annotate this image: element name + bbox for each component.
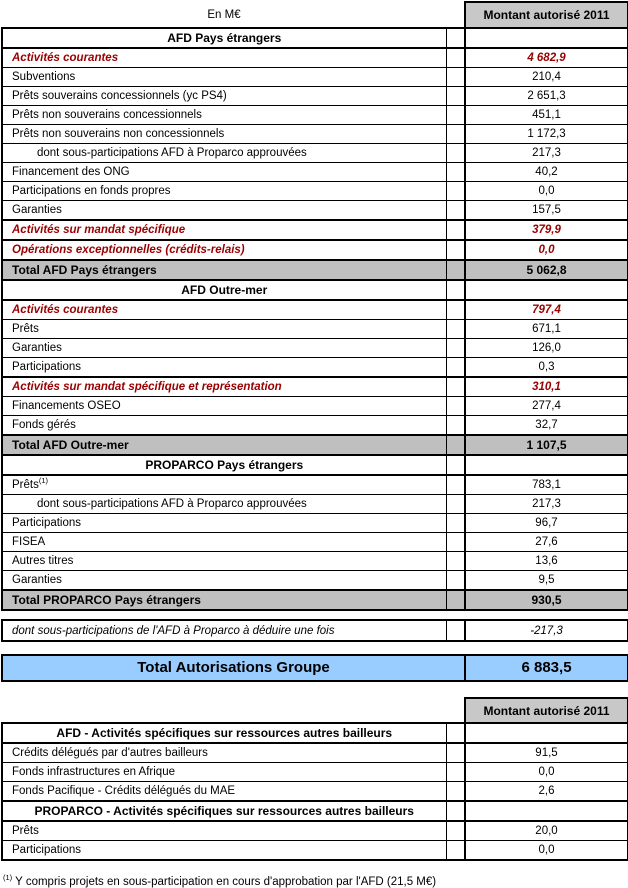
spacer-cell <box>446 48 465 68</box>
row-value: 671,1 <box>465 320 628 339</box>
spacer-cell <box>446 590 465 610</box>
row-value <box>465 723 628 743</box>
row-value: 0,0 <box>465 240 628 260</box>
column-header-row <box>2 2 628 28</box>
secondary-column-header-row <box>2 698 628 723</box>
row-value: 0,0 <box>465 841 628 861</box>
row-value: 217,3 <box>465 495 628 514</box>
row-label: Total AFD Pays étrangers <box>2 260 446 280</box>
line-item-row <box>2 163 628 182</box>
row-label: dont sous-participations AFD à Proparco approuvées <box>2 144 446 163</box>
row-value: 1 172,3 <box>465 125 628 144</box>
row-label: Prêts souverains concessionnels (yc PS4) <box>2 87 446 106</box>
deduction-label: dont sous-participations de l'AFD à Proparco à déduire une fois <box>2 620 446 641</box>
row-value: 1 107,5 <box>465 435 628 455</box>
row-value: 126,0 <box>465 339 628 358</box>
row-label: Fonds gérés <box>2 416 446 436</box>
spacer-cell <box>446 782 465 802</box>
spacer-cell <box>446 571 465 591</box>
spacer-cell <box>446 182 465 201</box>
section-title-row <box>2 723 628 743</box>
total-row <box>2 260 628 280</box>
row-label: Financement des ONG <box>2 163 446 182</box>
row-value: 0,3 <box>465 358 628 378</box>
row-label: Total AFD Outre-mer <box>2 435 446 455</box>
activity-category-row <box>2 300 628 320</box>
spacer-cell <box>446 723 465 743</box>
spacer-cell <box>446 220 465 240</box>
row-value <box>465 280 628 300</box>
spacer-cell <box>446 801 465 821</box>
group-total-table <box>1 654 628 682</box>
spacer-cell <box>446 106 465 125</box>
spacer-cell <box>446 841 465 861</box>
line-item-row <box>2 416 628 436</box>
spacer-cell <box>446 435 465 455</box>
line-item-row <box>2 763 628 782</box>
row-value: 0,0 <box>465 182 628 201</box>
spacer-cell <box>446 397 465 416</box>
row-label: Prêts non souverains concessionnels <box>2 106 446 125</box>
row-label: Garanties <box>2 571 446 591</box>
deduction-value: -217,3 <box>465 620 628 641</box>
row-label: Autres titres <box>2 552 446 571</box>
spacer-cell <box>446 821 465 841</box>
activity-category-row <box>2 377 628 397</box>
row-label: AFD Pays étrangers <box>2 28 446 48</box>
main-table-body <box>2 28 628 610</box>
line-item-row <box>2 339 628 358</box>
secondary-table-body <box>2 723 628 860</box>
row-label: dont sous-participations AFD à Proparco approuvées <box>2 495 446 514</box>
amount-column-header: Montant autorisé 2011 <box>465 698 628 723</box>
spacer-cell <box>446 339 465 358</box>
spacer-cell <box>446 475 465 495</box>
row-label: Activités sur mandat spécifique <box>2 220 446 240</box>
line-item-row <box>2 743 628 763</box>
line-item-row <box>2 201 628 221</box>
row-value <box>465 801 628 821</box>
line-item-row <box>2 571 628 591</box>
spacer-cell <box>446 201 465 221</box>
row-value: 91,5 <box>465 743 628 763</box>
section-title-row <box>2 280 628 300</box>
row-value: 27,6 <box>465 533 628 552</box>
spacer-cell <box>446 260 465 280</box>
row-value: 40,2 <box>465 163 628 182</box>
row-value: 2,6 <box>465 782 628 802</box>
spacer-cell <box>446 28 465 48</box>
section-title-row <box>2 455 628 475</box>
line-item-row <box>2 475 628 495</box>
footnote <box>1 873 627 888</box>
deduction-row <box>2 620 628 641</box>
row-value: 783,1 <box>465 475 628 495</box>
spacer-cell <box>446 358 465 378</box>
spacer-cell <box>446 455 465 475</box>
row-label: Total PROPARCO Pays étrangers <box>2 590 446 610</box>
row-label: PROPARCO - Activités spécifiques sur ressources autres bailleurs <box>2 801 446 821</box>
row-label: Fonds infrastructures en Afrique <box>2 763 446 782</box>
line-item-row <box>2 358 628 378</box>
row-label: Prêts$^{(1)}$ <box>2 475 446 495</box>
row-label: Financements OSEO <box>2 397 446 416</box>
row-label: Garanties <box>2 201 446 221</box>
row-label: Participations en fonds propres <box>2 182 446 201</box>
total-row <box>2 435 628 455</box>
secondary-table <box>1 697 628 861</box>
row-value: 217,3 <box>465 144 628 163</box>
line-item-row <box>2 514 628 533</box>
line-item-row <box>2 106 628 125</box>
row-label: AFD Outre-mer <box>2 280 446 300</box>
row-value: 797,4 <box>465 300 628 320</box>
total-row <box>2 590 628 610</box>
spacer-cell <box>446 240 465 260</box>
spacer-cell <box>446 144 465 163</box>
sub-item-row <box>2 495 628 514</box>
spacer-cell <box>446 698 465 723</box>
footnote-ref: (1) <box>38 476 49 486</box>
row-value: 4 682,9 <box>465 48 628 68</box>
line-item-row <box>2 182 628 201</box>
spacer-cell <box>446 320 465 339</box>
line-item-row <box>2 841 628 861</box>
row-label: Participations <box>2 841 446 861</box>
row-value: 310,1 <box>465 377 628 397</box>
row-label: Fonds Pacifique - Crédits délégués du MAE <box>2 782 446 802</box>
row-value: 0,0 <box>465 763 628 782</box>
row-value: 210,4 <box>465 68 628 87</box>
row-label: AFD - Activités spécifiques sur ressources autres bailleurs <box>2 723 446 743</box>
line-item-row <box>2 125 628 144</box>
spacer-cell <box>446 763 465 782</box>
row-value: 9,5 <box>465 571 628 591</box>
line-item-row <box>2 397 628 416</box>
row-value: 379,9 <box>465 220 628 240</box>
spacer-cell <box>446 495 465 514</box>
group-total-row <box>2 655 628 681</box>
row-label: Activités courantes <box>2 48 446 68</box>
spacer-cell <box>446 514 465 533</box>
spacer-cell <box>446 125 465 144</box>
group-total-value: 6 883,5 <box>465 655 628 681</box>
group-total-label: Total Autorisations Groupe <box>2 655 465 681</box>
row-value: 32,7 <box>465 416 628 436</box>
line-item-row <box>2 552 628 571</box>
spacer-cell <box>446 300 465 320</box>
row-label: Participations <box>2 514 446 533</box>
line-item-row <box>2 320 628 339</box>
spacer-cell <box>446 533 465 552</box>
row-label: Opérations exceptionnelles (crédits-relais) <box>2 240 446 260</box>
spacer-cell <box>446 280 465 300</box>
activity-category-row <box>2 240 628 260</box>
row-value: 930,5 <box>465 590 628 610</box>
spacer-cell <box>446 416 465 436</box>
line-item-row <box>2 821 628 841</box>
row-label: Activités sur mandat spécifique et représentation <box>2 377 446 397</box>
row-label: Crédits délégués par d'autres bailleurs <box>2 743 446 763</box>
line-item-row <box>2 68 628 87</box>
line-item-row <box>2 87 628 106</box>
row-value: 451,1 <box>465 106 628 125</box>
row-value: 2 651,3 <box>465 87 628 106</box>
row-value: 157,5 <box>465 201 628 221</box>
row-label: Garanties <box>2 339 446 358</box>
row-value: 13,6 <box>465 552 628 571</box>
deduction-table <box>1 619 628 642</box>
footnote-marker: (1) <box>3 873 13 883</box>
activity-category-row <box>2 48 628 68</box>
unit-label: En M€ <box>207 8 241 21</box>
spacer-cell <box>446 87 465 106</box>
row-label: Subventions <box>2 68 446 87</box>
row-value: 20,0 <box>465 821 628 841</box>
activity-category-row <box>2 220 628 240</box>
spacer-cell <box>446 743 465 763</box>
row-label: Prêts <box>2 821 446 841</box>
row-label: Activités courantes <box>2 300 446 320</box>
row-value <box>465 455 628 475</box>
spacer-cell <box>446 552 465 571</box>
row-label: Prêts non souverains non concessionnels <box>2 125 446 144</box>
row-value: 277,4 <box>465 397 628 416</box>
spacer-cell <box>446 620 465 641</box>
main-table <box>1 1 628 611</box>
spacer-cell <box>446 377 465 397</box>
row-label: FISEA <box>2 533 446 552</box>
spacer-cell <box>446 2 465 28</box>
line-item-row <box>2 782 628 802</box>
section-title-row <box>2 801 628 821</box>
footnote-text: Y compris projets en sous-participation en cours d'approbation par l'AFD (21,5 M€) <box>15 876 437 888</box>
sub-item-row <box>2 144 628 163</box>
line-item-row <box>2 533 628 552</box>
amount-column-header: Montant autorisé 2011 <box>465 2 628 28</box>
row-value: 5 062,8 <box>465 260 628 280</box>
row-value: 96,7 <box>465 514 628 533</box>
row-value <box>465 28 628 48</box>
row-label: PROPARCO Pays étrangers <box>2 455 446 475</box>
spacer-cell <box>446 163 465 182</box>
row-label: Participations <box>2 358 446 378</box>
row-label: Prêts <box>2 320 446 339</box>
section-title-row <box>2 28 628 48</box>
spacer-cell <box>446 68 465 87</box>
empty-cell <box>2 698 446 723</box>
